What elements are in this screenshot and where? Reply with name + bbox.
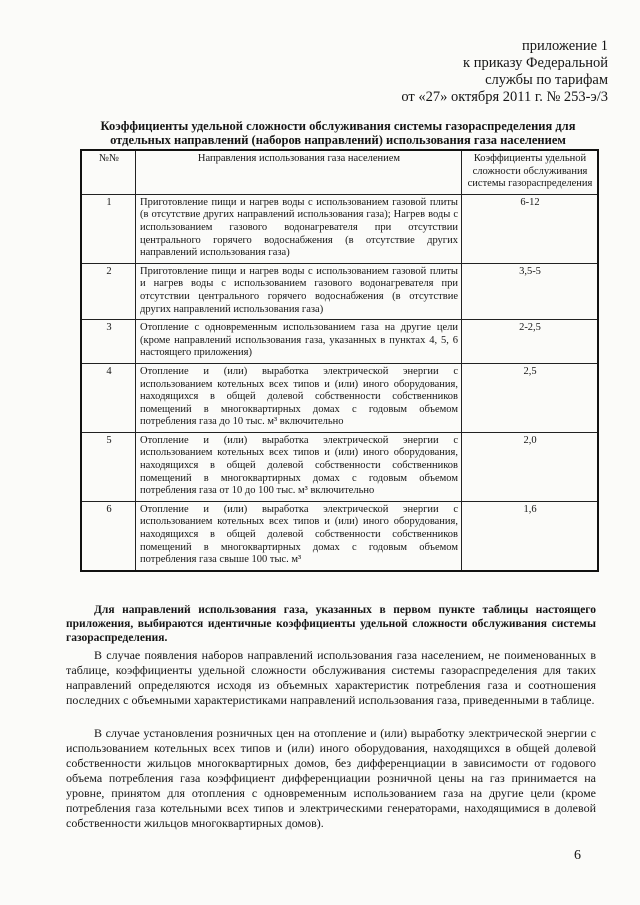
table-title-line-1: Коэффициенты удельной сложности обслуживания системы газораспределения для	[100, 119, 576, 133]
row-direction: Отопление и (или) выработка электрической энергии с использованием котельных всех типов и (или) иного оборудования, находящихся в общей долевой собственности собственников помещений в многоквартирных домах с годовым объемом потребления газа от 10 до 100 тыс. м³ включительно	[136, 432, 462, 501]
approval-line-date: от «27» октября 2011 г. № 253-э/3	[401, 89, 608, 105]
table-title-line-2: отдельных направлений (наборов направлений) использования газа населением	[110, 133, 566, 147]
row-num: 4	[81, 363, 136, 432]
table-row	[81, 432, 598, 501]
row-num: 3	[81, 320, 136, 364]
paragraph-retail-prices: В случае установления розничных цен на отопление и (или) выработку электрической энергии с использованием котельных всех типов и (или) иного оборудования, находящихся в общей долевой собственности жильцов многоквартирных домов, без дифференциации в зависимости от годового объема потребления газа коэффициент дифференциации розничной цены на газ принимается на уровне, принятом для отопления с одновременным использованием газа на другие цели (кроме потребления газа котельными всех типов и электрическими генераторами, находящимися в долевой собственности жильцов многоквартирных домов).	[66, 726, 596, 830]
row-coefficient: 2-2,5	[462, 320, 599, 364]
approval-block	[378, 38, 608, 106]
row-coefficient: 6-12	[462, 194, 599, 263]
table-note: Для направлений использования газа, указанных в первом пункте таблицы настоящего приложения, выбираются идентичные коэффициенты удельной сложности обслуживания системы газораспределения.	[66, 604, 596, 644]
row-num: 1	[81, 194, 136, 263]
table-row	[81, 363, 598, 432]
row-coefficient: 1,6	[462, 501, 599, 570]
table-row	[81, 263, 598, 319]
table-title	[88, 119, 588, 147]
row-direction: Отопление и (или) выработка электрической энергии с использованием котельных всех типов и (или) иного оборудования, находящихся в общей долевой собственности собственников помещений в многоквартирных домах с годовым объемом потребления газа до 10 тыс. м³ включительно	[136, 363, 462, 432]
row-coefficient: 2,5	[462, 363, 599, 432]
approval-line-appendix: приложение 1	[522, 38, 608, 54]
header-num: №№	[81, 150, 136, 194]
row-num: 6	[81, 501, 136, 570]
table-row	[81, 501, 598, 570]
approval-line-order: к приказу Федеральной	[463, 55, 608, 71]
row-direction: Приготовление пищи и нагрев воды с использованием газовой плиты (в отсутствие других направлений использования газа); Нагрев воды с использованием газового водонагревателя при отсутствии центрального горячего водоснабжения (в отсутствие других направлений использования газа)	[136, 194, 462, 263]
row-direction: Отопление и (или) выработка электрической энергии с использованием котельных всех типов и (или) иного оборудования, находящихся в общей долевой собственности собственников помещений в многоквартирных домах с годовым объемом потребления газа свыше 100 тыс. м³	[136, 501, 462, 570]
row-num: 2	[81, 263, 136, 319]
table-row	[81, 320, 598, 364]
row-coefficient: 3,5-5	[462, 263, 599, 319]
paragraph-new-directions: В случае появления наборов направлений использования газа населением, не поименованных в таблице, коэффициенты удельной сложности обслуживания системы газораспределения для таких направлений определяются исходя из объемных характеристик потребления газа и соотношения последних с объемными характеристиками направлений использования газа, приведенными в таблице.	[66, 648, 596, 707]
coefficients-table	[80, 149, 599, 572]
header-direction: Направления использования газа населением	[136, 150, 462, 194]
row-num: 5	[81, 432, 136, 501]
approval-line-service: службы по тарифам	[485, 72, 608, 88]
row-direction: Приготовление пищи и нагрев воды с использованием газовой плиты и нагрев воды с использованием газового водонагревателя при отсутствии центрального горячего водоснабжения (в отсутствие других направлений использования газа)	[136, 263, 462, 319]
row-direction: Отопление с одновременным использованием газа на другие цели (кроме направлений использования газа, указанных в пунктах 4, 5, 6 настоящего приложения)	[136, 320, 462, 364]
table-row	[81, 194, 598, 263]
header-coefficient: Коэффициенты удельной сложности обслуживания системы газораспределения	[462, 150, 599, 194]
row-coefficient: 2,0	[462, 432, 599, 501]
page-number: 6	[574, 848, 581, 863]
table-header-row	[81, 150, 598, 194]
